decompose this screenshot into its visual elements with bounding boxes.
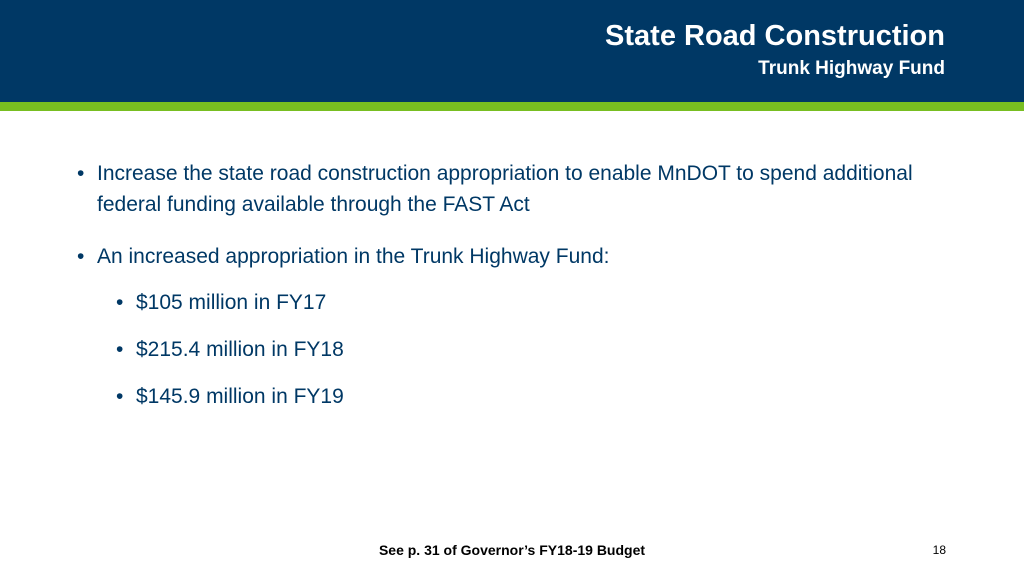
slide-title: State Road Construction (605, 20, 945, 52)
bullet-text: An increased appropriation in the Trunk Highway Fund: (97, 245, 610, 268)
bullet-item (77, 158, 957, 220)
sub-bullet-text: $215.4 million in FY18 (136, 338, 344, 361)
bullet-marker: • (77, 162, 85, 185)
sub-bullet-text: $105 million in FY17 (136, 291, 327, 314)
sub-bullet-item (116, 334, 736, 365)
sub-bullet-item (116, 287, 736, 318)
bullet-marker: • (77, 245, 85, 268)
bullet-item (77, 241, 957, 272)
slide-subtitle: Trunk Highway Fund (758, 58, 945, 79)
bullet-marker: • (116, 385, 124, 408)
page-number: 18 (932, 543, 946, 557)
bullet-marker: • (116, 291, 124, 314)
bullet-marker: • (116, 338, 124, 361)
bullet-text: Increase the state road construction appropriation to enable MnDOT to spend additional federal funding available through the FAST Act (97, 162, 913, 216)
sub-bullet-item (116, 381, 736, 412)
footer-source-note: See p. 31 of Governor’s FY18-19 Budget (378, 542, 646, 558)
sub-bullet-text: $145.9 million in FY19 (136, 385, 344, 408)
